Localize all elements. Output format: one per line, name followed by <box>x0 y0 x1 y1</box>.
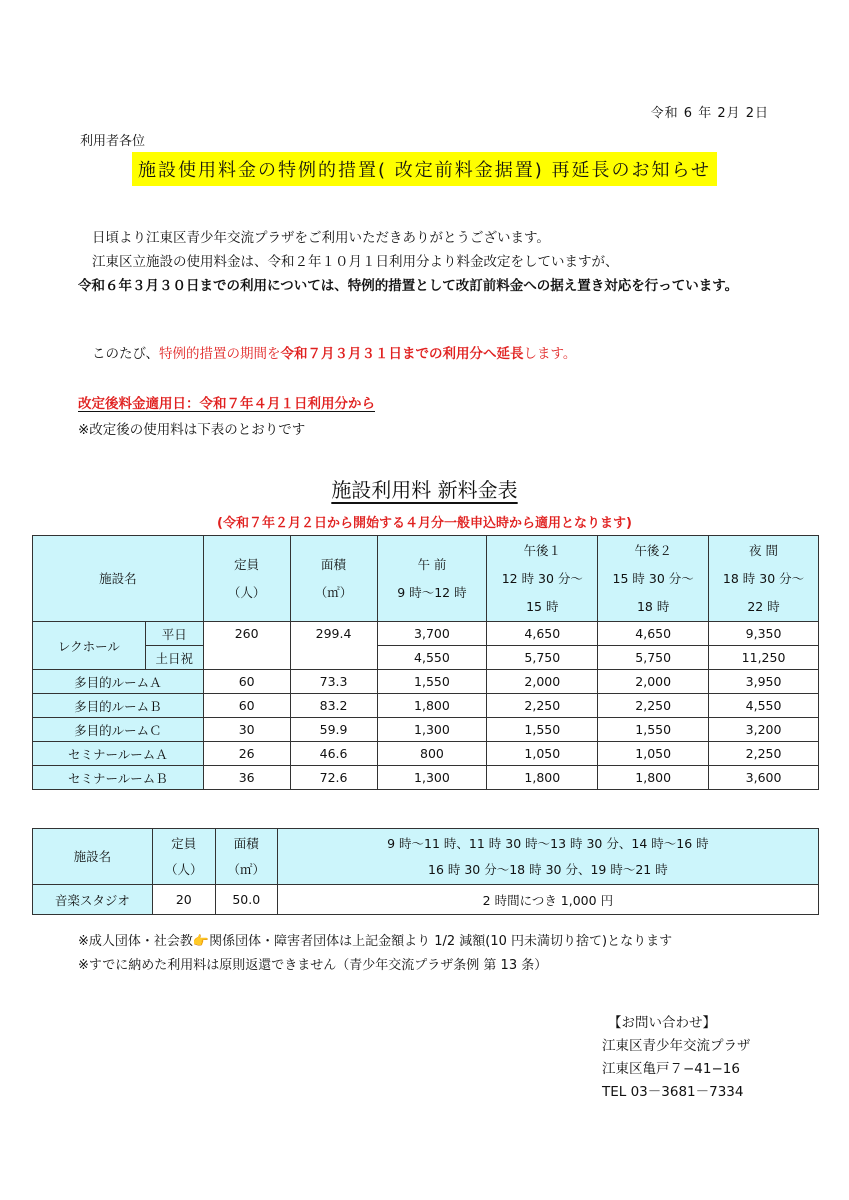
header-afternoon1: 午後１ 12 時 30 分～ 15 時 <box>487 536 598 622</box>
facility-name: セミナールームＡ <box>33 742 204 766</box>
facility-name: 音楽スタジオ <box>33 885 153 915</box>
price-cell: 1,300 <box>377 766 487 790</box>
extension-tail: します。 <box>523 346 577 362</box>
price-cell: 3,950 <box>709 670 819 694</box>
header-night: 夜 間 18 時 30 分～ 22 時 <box>709 536 819 622</box>
table-row <box>33 766 819 790</box>
studio-table-header <box>33 829 819 885</box>
contact-name: 江東区青少年交流プラザ <box>602 1038 751 1054</box>
price-cell: 3,700 <box>377 622 487 646</box>
contact-block <box>602 1012 751 1104</box>
capacity-cell: 260 <box>203 622 290 670</box>
area-cell: 73.3 <box>290 670 377 694</box>
contact-address: 江東区亀戸７−41−16 <box>602 1061 740 1077</box>
capacity-cell: 30 <box>203 718 290 742</box>
capacity-cell: 26 <box>203 742 290 766</box>
fee-table <box>32 535 819 790</box>
footnotes <box>78 930 672 978</box>
facility-name: 多目的ルームＣ <box>33 718 204 742</box>
capacity-cell: 36 <box>203 766 290 790</box>
price-cell: 2,250 <box>487 694 598 718</box>
extension-end-date: 令和７月３月３１日までの利用分へ延長 <box>280 346 524 362</box>
price-cell: 3,600 <box>709 766 819 790</box>
header-area: 面積 （㎡） <box>290 536 377 622</box>
paragraph-special-measure: 令和６年３月３０日までの利用については、特例的措置として改訂前料金への据え置き対応を行っています。 <box>78 278 739 294</box>
price-cell: 1,550 <box>377 670 487 694</box>
price-cell: 4,650 <box>598 622 709 646</box>
price-cell: 1,300 <box>377 718 487 742</box>
paragraph-fee-revision: 江東区立施設の使用料金は、令和２年１０月１日利用分より料金改定をしていますが、 <box>92 254 619 270</box>
table-row <box>33 646 819 670</box>
table-subtitle: (令和７年２月２日から開始する４月分一般申込時から適用となります) <box>217 516 632 531</box>
header-afternoon2: 午後２ 15 時 30 分～ 18 時 <box>598 536 709 622</box>
price-cell: 3,200 <box>709 718 819 742</box>
capacity-cell: 60 <box>203 694 290 718</box>
table-title: 施設利用料 新料金表 <box>331 478 518 502</box>
price-cell: 9,350 <box>709 622 819 646</box>
document-date: 令和 6 年 2月 2日 <box>650 106 769 121</box>
paragraph-greeting: 日頃より江東区青少年交流プラザをご利用いただきありがとうございます。 <box>92 230 550 246</box>
capacity-cell: 20 <box>152 885 215 915</box>
day-type-label: 土日祝 <box>145 646 203 670</box>
table-row <box>33 742 819 766</box>
paragraph-extension <box>92 342 576 366</box>
addressee: 利用者各位 <box>80 134 146 149</box>
price-cell: 1,800 <box>598 766 709 790</box>
header-capacity: 定員 （人） <box>203 536 290 622</box>
price-cell: 1,800 <box>487 766 598 790</box>
price-cell: 2,250 <box>709 742 819 766</box>
area-cell: 83.2 <box>290 694 377 718</box>
footnote-refund: ※すでに納めた利用料は原則返還できません（青少年交流プラザ条例 第 13 条） <box>78 958 548 973</box>
table-row <box>33 694 819 718</box>
price-cell: 2 時間につき 1,000 円 <box>277 885 818 915</box>
extension-lead: このたび、 <box>92 346 159 362</box>
price-cell: 5,750 <box>598 646 709 670</box>
area-cell: 299.4 <box>290 622 377 670</box>
facility-name: 多目的ルームＢ <box>33 694 204 718</box>
table-row <box>33 885 819 915</box>
revised-fee-start-date: 改定後料金適用日：令和７年４月１日利用分から <box>78 396 375 412</box>
header-morning: 午 前 9 時～12 時 <box>377 536 487 622</box>
footnote-discount: ※成人団体・社会教👉関係団体・障害者団体は上記金額より 1/2 減額(10 円未満切り捨て)となります <box>78 934 673 949</box>
price-cell: 1,550 <box>487 718 598 742</box>
area-cell: 72.6 <box>290 766 377 790</box>
notice-title: 施設使用料金の特例的措置( 改定前料金据置) 再延長のお知らせ <box>132 152 717 186</box>
capacity-cell: 60 <box>203 670 290 694</box>
price-cell: 800 <box>377 742 487 766</box>
price-cell: 1,050 <box>598 742 709 766</box>
price-cell: 2,250 <box>598 694 709 718</box>
facility-name: 多目的ルームＡ <box>33 670 204 694</box>
extension-period-label: 特例的措置の期間を <box>158 346 281 362</box>
price-cell: 1,800 <box>377 694 487 718</box>
price-cell: 11,250 <box>709 646 819 670</box>
header-facility: 施設名 <box>33 536 204 622</box>
price-cell: 2,000 <box>598 670 709 694</box>
facility-name: セミナールームＢ <box>33 766 204 790</box>
table-row <box>33 622 819 646</box>
price-cell: 2,000 <box>487 670 598 694</box>
price-cell: 1,550 <box>598 718 709 742</box>
area-cell: 59.9 <box>290 718 377 742</box>
price-cell: 4,650 <box>487 622 598 646</box>
price-cell: 4,550 <box>709 694 819 718</box>
header-capacity: 定員 （人） <box>152 829 215 885</box>
table-row <box>33 670 819 694</box>
area-cell: 46.6 <box>290 742 377 766</box>
area-cell: 50.0 <box>215 885 277 915</box>
header-time-slots: 9 時～11 時、11 時 30 時～13 時 30 分、14 時～16 時 16 時 30 分～18 時 30 分、19 時～21 時 <box>277 829 818 885</box>
studio-fee-table <box>32 828 819 915</box>
fee-table-header <box>33 536 819 622</box>
facility-name: レクホール <box>33 622 146 670</box>
contact-tel: TEL 03－3681－7334 <box>602 1084 744 1100</box>
contact-heading: 【お問い合わせ】 <box>608 1015 716 1031</box>
header-facility: 施設名 <box>33 829 153 885</box>
price-cell: 5,750 <box>487 646 598 670</box>
price-cell: 4,550 <box>377 646 487 670</box>
table-row <box>33 718 819 742</box>
day-type-label: 平日 <box>145 622 203 646</box>
header-area: 面積 （㎡） <box>215 829 277 885</box>
revised-fee-note: ※改定後の使用料は下表のとおりです <box>78 422 306 438</box>
price-cell: 1,050 <box>487 742 598 766</box>
